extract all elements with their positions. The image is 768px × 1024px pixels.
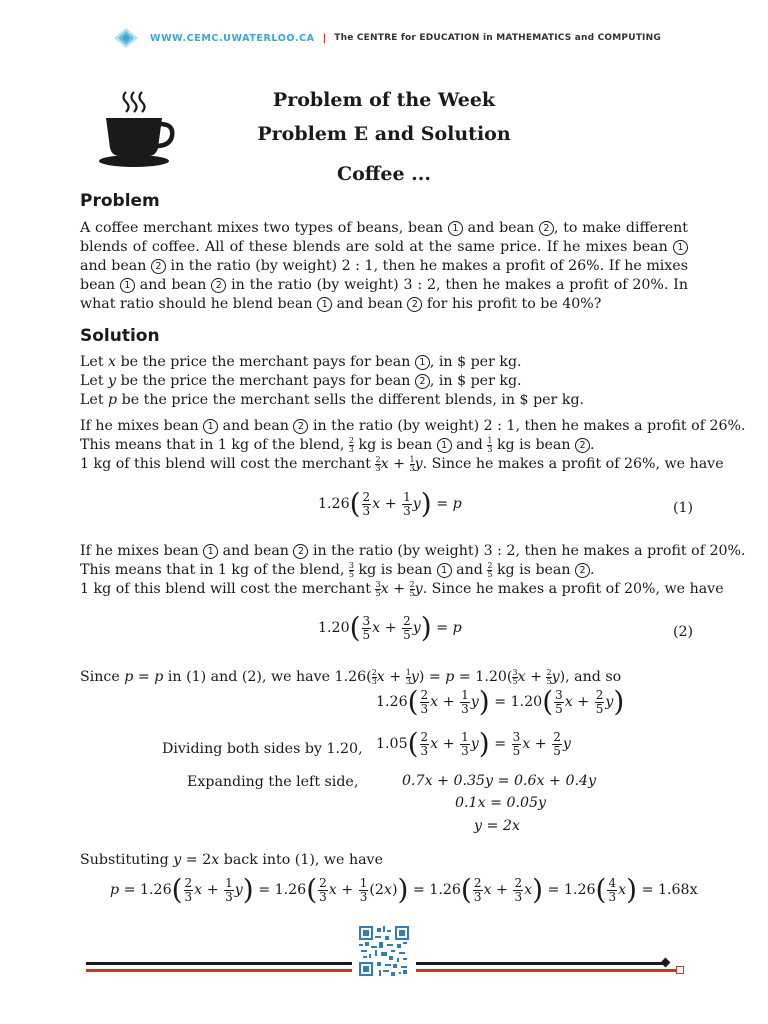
derivation-step-4: 0.1x = 0.05y [455, 795, 547, 811]
bean-1-marker: 1 [415, 355, 430, 370]
blend1-line3: 1 kg of this blend will cost the merchant $\frac{2}{3}x$ + $\frac{1}{3}y$. Since he makes a profit of 26%, we have [80, 454, 724, 473]
cemc-logo-icon [112, 26, 142, 50]
header-url[interactable]: WWW.CEMC.UWATERLOO.CA [150, 32, 315, 44]
blend1-line2: This means that in 1 kg of the blend, $\frac{2}{3}$ kg is bean 1 and $\frac{1}{3}$ kg is bean 2 . [80, 435, 595, 454]
bean-1-marker: 1 [448, 221, 463, 236]
definition-x: Let x be the price the merchant pays for bean 1 , in $ per kg. [80, 354, 522, 370]
page-subtitle: Problem E and Solution [257, 123, 511, 145]
bean-1-marker: 1 [437, 563, 452, 578]
page-header [112, 26, 661, 50]
header-separator: | [322, 32, 327, 44]
equation-1: 1.26( $\frac{2}{3}$ x + $\frac{1}{3}$ y) = p [318, 487, 462, 520]
equation-1-label: (1) [673, 500, 694, 516]
equation-2-label: (2) [673, 624, 694, 640]
solution-heading: Solution [80, 326, 160, 346]
problem-heading: Problem [80, 191, 160, 211]
blend2-line3: 1 kg of this blend will cost the merchant $\frac{3}{5}x$ + $\frac{2}{5}y$. Since he makes a profit of 20%, we have [80, 579, 724, 598]
bean-2-marker: 2 [539, 221, 554, 236]
bean-2-marker: 2 [415, 374, 430, 389]
footer-rule-left-red [86, 969, 352, 972]
bean-1-marker: 1 [317, 297, 332, 312]
blend1-line1: If he mixes bean 1 and bean 2 in the ratio (by weight) 2 : 1, then he makes a profit of 26%. [80, 418, 746, 434]
footer-rule-right-red [416, 969, 678, 972]
bean-2-marker: 2 [293, 419, 308, 434]
bean-2-marker: 2 [407, 297, 422, 312]
equation-2: 1.20( $\frac{3}{5}$ x + $\frac{2}{5}$ y) = p [318, 611, 462, 644]
problem-text: A coffee merchant mixes two types of beans, bean 1 and bean 2 , to make different blends of coffee. All of these blends are sold at the same price. If he mixes bean 1 and bean 2 in the ratio (by weight) 2 : 1, then he makes a profit of 26%. If he mixes bean 1 and bean 2 in the ratio (by weight) 3 : 2, then he makes a profit of 20%. In what ratio should he blend bean 1 and bean 2 for his profit to be 40%? [80, 220, 689, 312]
qr-code[interactable] [359, 926, 409, 976]
problem-name: Coffee ... [336, 163, 432, 185]
definition-p: Let p be the price the merchant sells the different blends, in $ per kg. [80, 392, 585, 408]
bean-2-marker: 2 [151, 259, 166, 274]
bean-1-marker: 1 [437, 438, 452, 453]
bean-1-marker: 1 [673, 240, 688, 255]
derivation-step-1: 1.26( $\frac{2}{3}$ x + $\frac{1}{3}$ y) = 1.20( $\frac{3}{5}$ x + $\frac{2}{5}$ y) [376, 685, 625, 718]
combine-line: Since p = p in (1) and (2), we have 1.26( $\frac{2}{3}x$ + $\frac{1}{3}y) = p = 1.20$( $\frac{3}{5}x$ + $\frac{2}{5}y$), and so [80, 667, 622, 686]
footer-square [676, 966, 684, 974]
substitution-line: Substituting y = 2x back into (1), we have [80, 852, 383, 868]
bean-2-marker: 2 [575, 438, 590, 453]
footer-rule-right-dark [416, 962, 666, 965]
final-equation: p = 1.26( $\frac{2}{3}$ x + $\frac{1}{3}$ y) = 1.26( $\frac{2}{3}$ x + $\frac{1}{3}$ (2x)) = 1.26( $\frac{2}{3}$ x + $\frac{2}{3}$ x) = 1.26( $\frac{4}{3}$ x) = 1.68x [110, 873, 698, 906]
page-title: Problem of the Week [272, 89, 496, 111]
blend2-line1: If he mixes bean 1 and bean 2 in the ratio (by weight) 3 : 2, then he makes a profit of 20%. [80, 543, 746, 559]
header-org: The CENTRE for EDUCATION in MATHEMATICS and COMPUTING [334, 33, 661, 43]
blend2-line2: This means that in 1 kg of the blend, $\frac{3}{5}$ kg is bean 1 and $\frac{2}{5}$ kg is bean 2 . [80, 560, 595, 579]
derivation-step-5: y = 2x [474, 818, 520, 834]
definition-y: Let y be the price the merchant pays for bean 2 , in $ per kg. [80, 373, 522, 389]
derivation-step-3: 0.7x + 0.35y = 0.6x + 0.4y [402, 773, 597, 789]
bean-2-marker: 2 [293, 544, 308, 559]
footer-diamond [661, 958, 671, 968]
step-divide-label: Dividing both sides by 1.20, [162, 741, 363, 757]
footer-rule-left-dark [86, 962, 352, 965]
bean-2-marker: 2 [211, 278, 226, 293]
bean-1-marker: 1 [120, 278, 135, 293]
bean-1-marker: 1 [203, 419, 218, 434]
step-expand-label: Expanding the left side, [187, 774, 359, 790]
bean-1-marker: 1 [203, 544, 218, 559]
derivation-step-2: 1.05( $\frac{2}{3}$ x + $\frac{1}{3}$ y) = $\frac{3}{5}$ x + $\frac{2}{5}$ y [376, 727, 571, 760]
bean-2-marker: 2 [575, 563, 590, 578]
